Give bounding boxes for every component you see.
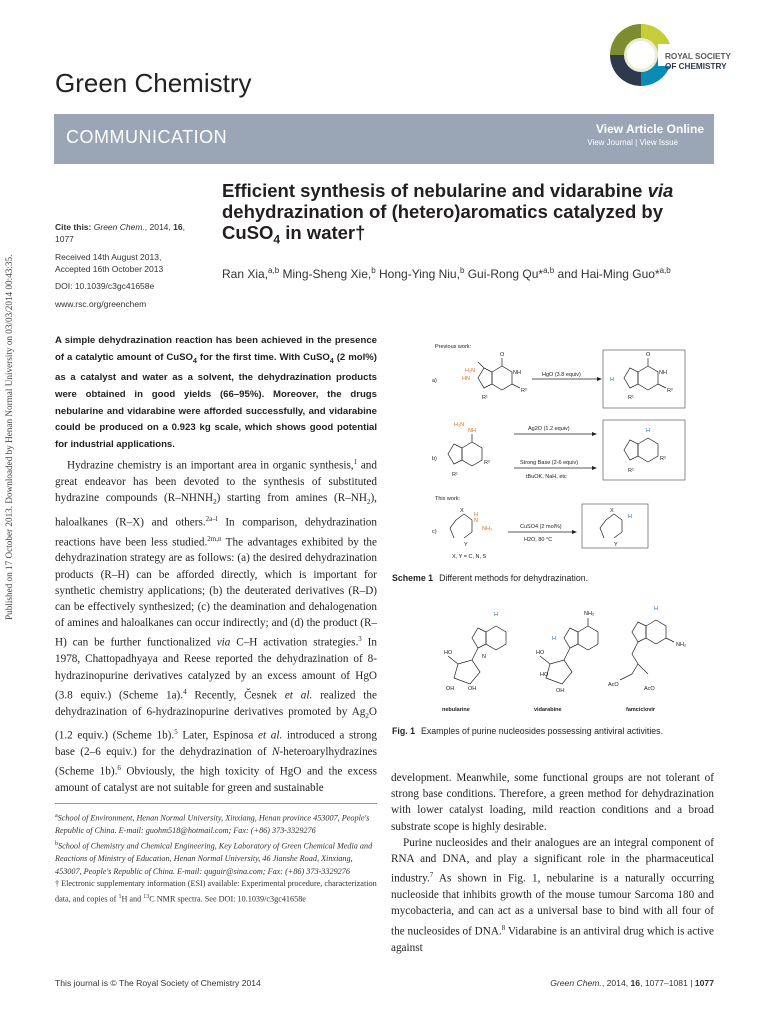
footnote-b: $^b$School of Chemistry and Chemical Engineering, Key Laboratory of Green Chemical Media and Reactions of Ministry of Education, Henan Normal University, 46 Jianshe Road, Xinxiang, 453007, People's Republic of China. E-mail: quguir@sina.com; Fax: (+86) 373-3329276 <box>55 840 373 876</box>
svg-text:OH: OH <box>468 686 477 692</box>
svg-text:R²: R² <box>484 460 490 466</box>
body-right-paragraph-1: development. Meanwhile, some functional groups are not tolerant of strong base conditions. Therefore, a green method for dehydrazination with lower catalyst loading, mild reaction conditions and a broad substrate scope is highly desirable. <box>391 772 714 833</box>
svg-text:NH₂: NH₂ <box>676 642 687 648</box>
fig1-name-1: nebularine <box>442 707 470 713</box>
svg-text:R²: R² <box>667 388 673 394</box>
svg-text:AcO: AcO <box>644 686 655 692</box>
received-date: Received 14th August 2013, <box>55 252 162 262</box>
svg-text:X: X <box>460 508 464 514</box>
journal-name: Green Chemistry <box>55 68 252 98</box>
purine-structure-b2 <box>624 438 658 462</box>
article-title: Efficient synthesis of nebularine and vidarabine via dehydrazination of (hetero)aromatics catalyzed by CuSO$_4$ in water† <box>222 180 674 247</box>
vidarabine-structure <box>540 618 598 684</box>
doi: DOI: 10.1039/c3gc41658e <box>55 281 155 291</box>
download-stamp: Published on 17 October 2013. Downloaded by Henan Normal University on 03/03/2014 00:43:35. <box>4 254 14 620</box>
svg-text:R¹: R¹ <box>628 395 634 401</box>
svg-text:N: N <box>482 654 486 660</box>
svg-text:AcO: AcO <box>608 682 619 688</box>
svg-text:N: N <box>474 518 478 524</box>
svg-text:R¹: R¹ <box>452 472 458 478</box>
svg-text:R¹: R¹ <box>628 468 634 474</box>
footnote-esi: † Electronic supplementary information (ESI) available: Experimental procedure, characterization data, and copies of $^1$H and $^{13}$C NMR spectra. See DOI: 10.1039/c3gc41658e <box>55 879 377 904</box>
view-article-online-link[interactable]: View Article Online <box>595 122 704 136</box>
svg-text:H₂N: H₂N <box>465 368 476 374</box>
svg-text:Y: Y <box>464 542 468 548</box>
footnotes <box>55 810 377 906</box>
body-text-right <box>391 770 714 956</box>
svg-text:NH: NH <box>468 428 476 434</box>
svg-text:NH₂: NH₂ <box>482 526 493 532</box>
nebularine-structure <box>448 626 506 684</box>
body-text-left: Hydrazine chemistry is an important area in organic synthesis,$^1$ and great endeavor has been devoted to the synthesis of substituted hydrazine compounds $(R-NHNH_2)$ starting from amines $(R-NH_2)$, haloalkanes (R–X) and others.$^{2a-l}$ In comparison, dehydrazination reactions have been less studied.$^{2m,n}$ The advantages exhibited by the dehydrazination strategy are as follows: (a) the desired dehydrazination products (R–H) can be afforded directly, which is important for synthetic chemistry applications; (b) the deuterated derivatives (R–D) can be effectively synthesized; (c) the deamination and dehalogenation of amines and haloalkanes can occur indirectly; and (d) the product (R–H) can be further functionalized via C–H activation strategies.$^3$ In 1978, Chattopadhyaya and Reese reported the dehydrazination of 8-hydrazinopurine derivatives catalyzed by an excess amount of HgO (3.8 equiv.) (Scheme 1a).$^4$ Recently, Česnek et al. realized the dehydrazination of 6-hydrazinopurine derivatives promoted by $Ag_2O$ (1.2 equiv.) (Scheme 1b).$^5$ Later, Espinosa et al. introduced a strong base (2–6 equiv.) for the dehydrazination of N-heteroarylhydrazines (Scheme 1b).$^6$ Obviously, the high toxicity of HgO and the excess amount of catalyst are not suitable for green and sustainable <box>55 458 378 795</box>
view-journal-link[interactable]: View Journal <box>587 138 633 147</box>
fig1-name-3: famciclovir <box>626 707 656 713</box>
svg-text:NH: NH <box>659 370 667 376</box>
scheme-ag2o-condition: Ag2O (1.2 equiv) <box>528 426 570 432</box>
svg-text:HO: HO <box>536 650 545 656</box>
svg-text:HO: HO <box>540 672 549 678</box>
svg-text:H: H <box>610 377 614 383</box>
svg-text:H₂N: H₂N <box>454 422 465 428</box>
svg-text:R²: R² <box>660 456 666 462</box>
citation: Cite this: Green Chem., 2014, 16, 1077 <box>55 222 185 244</box>
svg-text:R¹: R¹ <box>482 395 488 401</box>
purine-structure-b1 <box>448 434 482 466</box>
view-issue-link[interactable]: View Issue <box>639 138 678 147</box>
footnote-a: $^a$School of Environment, Henan Normal University, Xinxiang, Henan province 453007, People's Republic of China. E-mail: guohm518@hotmail.com; Fax: (+86) 373-3329276 <box>55 813 370 836</box>
accepted-date: Accepted 16th October 2013 <box>55 264 164 274</box>
page-citation-footer: Green Chem., 2014, 16, 1077–1081 | 1077 <box>550 978 714 988</box>
view-links: View Journal | View Issue <box>587 138 678 147</box>
svg-text:H: H <box>552 636 556 642</box>
abstract: A simple dehydrazination reaction has been achieved in the presence of a catalytic amount of CuSO$_4$ for the first time. With CuSO$_4$ (2 mol%) as a catalyst and water as a solvent, the dehydrazination products were obtained in good yields (66–95%). Moreover, the drugs nebularine and vidarabine were afforded successfully, and vidarabine could be produced on a 0.923 kg scale, which shows good potential for industrial applications. <box>55 335 377 451</box>
scheme-cuso4-condition: CuSO4 (2 mol%) <box>520 524 562 530</box>
scheme-1-caption: Scheme 1 Different methods for dehydrazination. <box>392 573 589 583</box>
generic-dehydrazination-product <box>600 514 622 538</box>
article-type: COMMUNICATION <box>66 127 228 147</box>
scheme-row-b: b) <box>432 456 437 462</box>
svg-text:H: H <box>494 612 498 618</box>
svg-text:H: H <box>628 514 632 520</box>
rsc-logo-text: ROYAL SOCIETY OF CHEMISTRY <box>665 52 731 71</box>
generic-heteroaryl-hydrazine <box>450 514 472 538</box>
scheme-reaction-conditions: H2O, 80 °C <box>524 537 553 543</box>
fig-1-structures <box>392 598 714 716</box>
svg-text:NH₂: NH₂ <box>584 611 595 617</box>
svg-text:H: H <box>654 606 658 612</box>
scheme-xy-definition: X, Y = C, N, S <box>452 554 487 560</box>
svg-text:OH: OH <box>446 686 455 692</box>
svg-text:R²: R² <box>521 388 527 394</box>
journal-url[interactable]: www.rsc.org/greenchem <box>55 299 147 309</box>
svg-text:OH: OH <box>556 688 565 694</box>
svg-text:NH: NH <box>513 370 521 376</box>
svg-text:O: O <box>646 352 651 358</box>
scheme-previous-work-label: Previous work: <box>435 344 472 350</box>
famciclovir-structure <box>620 620 674 680</box>
svg-text:H: H <box>646 428 650 434</box>
scheme-hgo-condition: HgO (3.8 equiv) <box>542 372 581 378</box>
article-type-banner <box>54 114 714 164</box>
svg-text:X: X <box>610 508 614 514</box>
body-right-paragraph-2: Purine nucleosides and their analogues are an integral component of RNA and DNA, and play a significant role in the pharmaceutical industry.$^7$ As shown in Fig. 1, nebularine is a naturally occurring nucleoside that inhibits growth of the mouse tumour Sarcoma 180 and mycobacteria, and can act as a universal base to bind with all four of the nucleosides of DNA.$^8$ Vidarabine is an antiviral drug which is active against <box>391 836 715 954</box>
scheme-row-a: a) <box>432 378 437 384</box>
copyright-footer: This journal is © The Royal Society of Chemistry 2014 <box>55 978 261 988</box>
scheme-strong-base-condition: Strong Base (2-6 equiv) <box>520 460 579 466</box>
author-list: Ran Xia,$^{a,b}$ Ming-Sheng Xie,$^b$ Hong-Ying Niu,$^b$ Gui-Rong Qu*$^{a,b}$ and Hai-Ming Guo*$^{a,b}$ <box>222 266 671 281</box>
scheme-this-work-label: This work: <box>435 496 461 502</box>
svg-text:Y: Y <box>614 542 618 548</box>
fig1-name-2: vidarabine <box>534 707 562 713</box>
svg-text:HO: HO <box>444 650 453 656</box>
scheme-row-c: c) <box>432 529 437 535</box>
svg-text:HN: HN <box>462 376 470 382</box>
scheme-1-diagram <box>392 336 714 568</box>
footnote-divider <box>55 803 377 804</box>
scheme-bases: tBuOK, NaH, etc <box>526 474 567 480</box>
svg-text:H: H <box>474 512 478 518</box>
fig-1-caption: Fig. 1 Examples of purine nucleosides possessing antiviral activities. <box>392 726 664 736</box>
svg-text:O: O <box>500 352 505 358</box>
